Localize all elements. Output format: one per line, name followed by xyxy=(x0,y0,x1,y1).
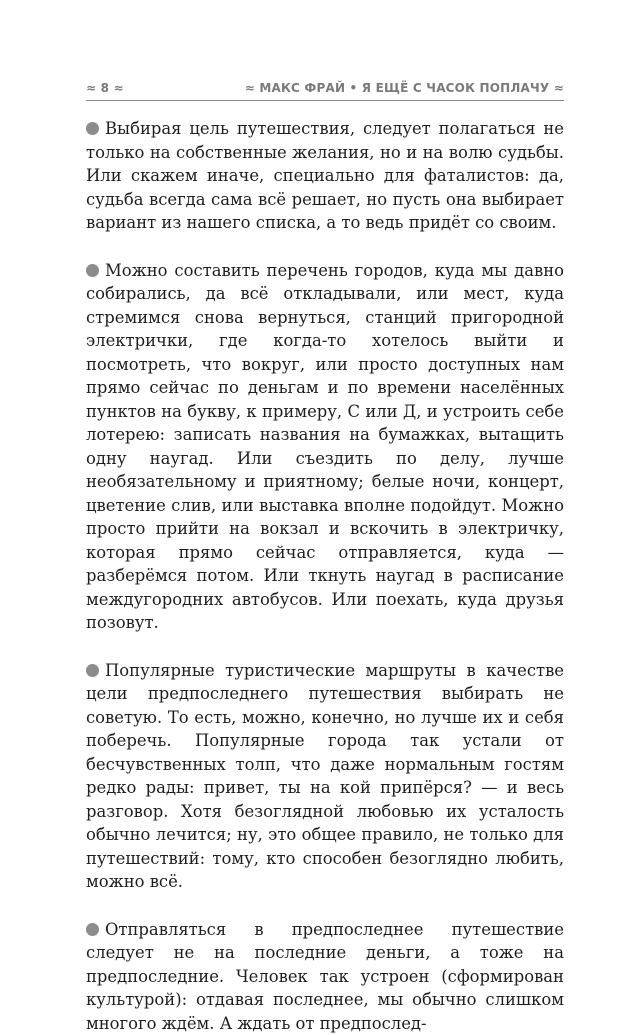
page-body xyxy=(86,117,564,1035)
page-number: ≈ 8 ≈ xyxy=(86,81,124,95)
running-title: ≈ МАКС ФРАЙ • Я ЕЩЁ С ЧАСОК ПОПЛАЧУ ≈ xyxy=(245,81,564,95)
paragraph-text: Отправляться в предпоследнее путешествие следует не на последние деньги, а тоже на предпоследние. Человек так устроен (сформирован культурой): отдавая последнее, мы обычно слишком многого ждём. А ждать от предпослед- xyxy=(86,920,564,1033)
bullet-icon xyxy=(86,122,99,135)
paragraph xyxy=(86,117,564,235)
running-header xyxy=(0,0,619,110)
paragraph xyxy=(86,659,564,894)
paragraph xyxy=(86,918,564,1035)
bullet-icon xyxy=(86,664,99,677)
header-divider xyxy=(86,100,564,101)
paragraph-text: Можно составить перечень городов, куда мы давно собирались, да всё откладывали, или мест, куда стремимся снова вернуться, станций пригородной электрички, где когда-то хотелось выйти и посмотреть, что вокруг, или просто доступных нам прямо сейчас по деньгам и по времени населённых пунктов на букву, к примеру, С или Д, и устроить себе лотерею: записать названия на бумажках, вытащить одну наугад. Или съездить по делу, лучше необязательному и приятному; белые ночи, концерт, цветение слив, или выставка вполне подойдут. Можно просто прийти на вокзал и вскочить в электричку, которая прямо сейчас отправляется, куда — разберёмся потом. Или ткнуть наугад в расписание междугородних автобусов. Или поехать, куда друзья позовут. xyxy=(86,261,564,633)
paragraph-text: Популярные туристические маршруты в качестве цели предпоследнего путешествия выбирать не советую. То есть, можно, конечно, но лучше их и себя поберечь. Популярные города так устали от бесчувственных толп, что даже нормальным гостям редко рады: привет, ты на кой припёрся? — и весь разговор. Хотя безоглядной любовью их усталость обычно лечится; ну, это общее правило, не только для путешествий: тому, кто способен безоглядно любить, можно всё. xyxy=(86,661,564,892)
bullet-icon xyxy=(86,264,99,277)
paragraph-text: Выбирая цель путешествия, следует полагаться не только на собственные желания, но и на волю судьбы. Или скажем иначе, специально для фаталистов: да, судьба всегда сама всё решает, но пусть она выбирает вариант из нашего списка, а то ведь придёт со своим. xyxy=(86,119,564,232)
bullet-icon xyxy=(86,923,99,936)
paragraph xyxy=(86,259,564,635)
